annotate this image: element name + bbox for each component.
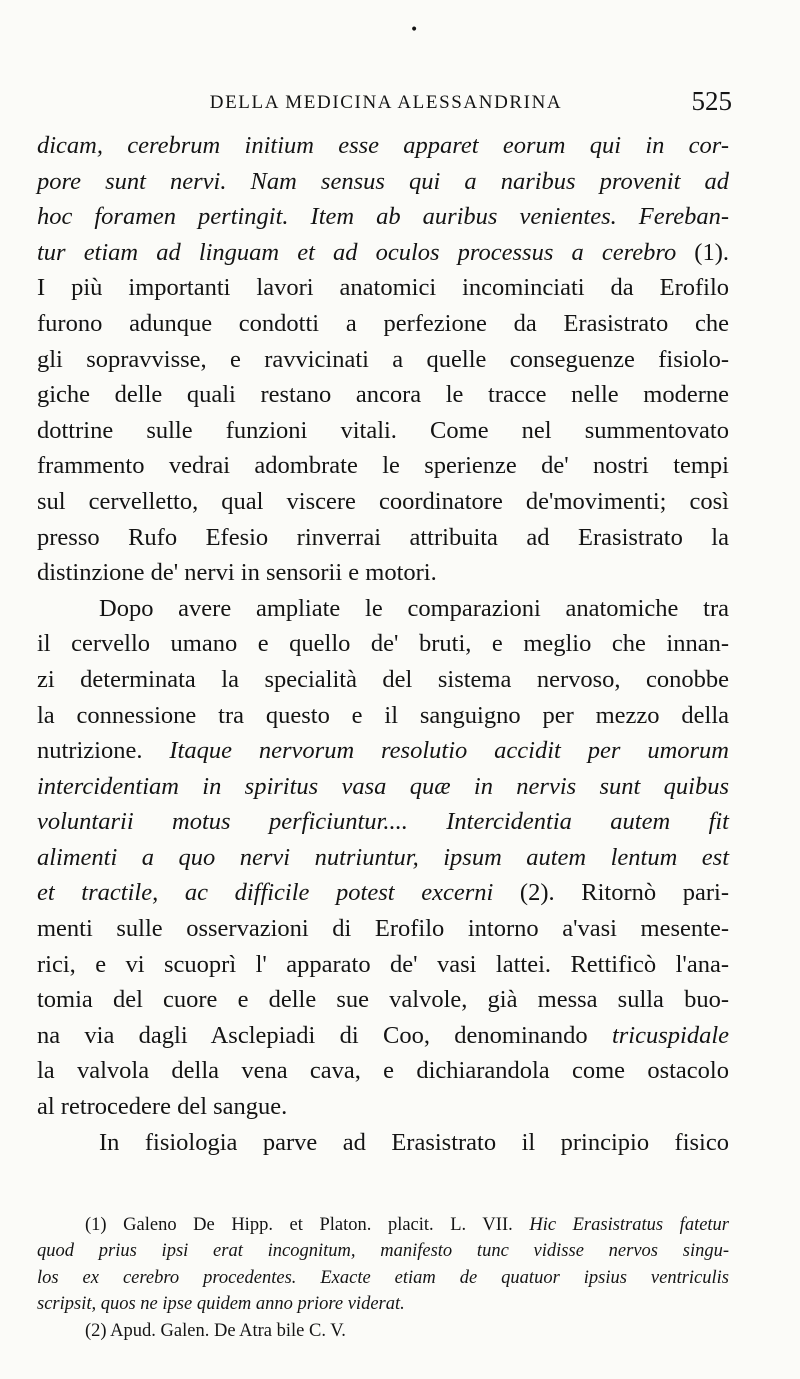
running-head-title: DELLA MEDICINA ALESSANDRINA xyxy=(209,92,563,113)
body-line xyxy=(37,840,729,876)
text-run: presso Rufo Efesio rinverrai attribuita ad Erasistrato la xyxy=(37,523,729,551)
body-line xyxy=(37,947,729,983)
italic-text: quod prius ipsi erat incognitum, manifesto tunc vidisse nervos singu- xyxy=(37,1241,729,1262)
body-line xyxy=(37,1018,729,1054)
text-run: giche delle quali restano ancora le tracce nelle moderne xyxy=(37,381,729,409)
italic-text: Hic Erasistratus fatetur xyxy=(529,1215,730,1235)
body-line xyxy=(37,591,729,627)
footnote-line xyxy=(37,1238,729,1264)
footnote-line xyxy=(37,1318,729,1344)
italic-text: pore sunt nervi. Nam sensus qui a naribus provenit ad xyxy=(37,167,729,195)
body-line xyxy=(37,875,729,911)
italic-text: alimenti a quo nervi nutriuntur, ipsum autem lentum est xyxy=(37,843,729,871)
body-line xyxy=(37,769,729,805)
footnote-line xyxy=(37,1291,729,1317)
body-line xyxy=(37,1089,729,1125)
body-line xyxy=(37,342,729,378)
body-line xyxy=(37,555,729,591)
body-line xyxy=(37,377,729,413)
body-line xyxy=(37,306,729,342)
body-line xyxy=(37,270,729,306)
italic-text: scripsit, quos ne ipse quidem anno priore viderat. xyxy=(37,1294,405,1315)
body-line xyxy=(37,164,729,200)
italic-text: dicam, cerebrum initium esse apparet eorum qui in cor- xyxy=(37,132,729,159)
text-run: dottrine sulle funzioni vitali. Come nel summentovato xyxy=(37,416,729,444)
text-run: gli sopravvisse, e ravvicinati a quelle conseguenze fisiolo- xyxy=(37,345,729,373)
italic-text: tur etiam ad linguam et ad oculos processus a cerebro xyxy=(37,238,677,266)
text-run: frammento vedrai adombrate le sperienze de' nostri tempi xyxy=(37,452,729,480)
footnote-line xyxy=(37,1212,729,1238)
body-line xyxy=(37,413,729,449)
body-line xyxy=(37,662,729,698)
text-run: nutrizione. xyxy=(37,737,170,765)
body-line xyxy=(37,698,729,734)
italic-text: los ex cerebro procedentes. Exacte etiam de quatuor ipsius ventriculis xyxy=(37,1267,729,1288)
text-run: Dopo avere ampliate le comparazioni anatomiche tra xyxy=(99,594,729,622)
text-run: (1). xyxy=(676,238,729,266)
body-line xyxy=(37,235,729,271)
page-number: 525 xyxy=(691,86,732,116)
text-run: tomia del cuore e delle sue valvole, già messa sulla buo- xyxy=(37,986,729,1014)
body-line xyxy=(37,448,729,484)
text-run: zi determinata la specialità del sistema nervoso, conobbe xyxy=(37,665,729,693)
text-run: la connessione tra questo e il sanguigno per mezzo della xyxy=(37,701,729,729)
text-run: sul cervelletto, qual viscere coordinatore de'movimenti; così xyxy=(37,487,729,515)
text-run: (2). Ritornò pari- xyxy=(493,879,729,907)
body-line xyxy=(37,484,729,520)
body-line xyxy=(37,520,729,556)
running-head xyxy=(40,88,732,118)
text-run: la valvola della vena cava, e dichiarandola come ostacolo xyxy=(37,1057,729,1085)
body-line xyxy=(37,982,729,1018)
body-line xyxy=(37,1053,729,1089)
body-line xyxy=(37,128,729,164)
body-line xyxy=(37,911,729,947)
text-run: al retrocedere del sangue. xyxy=(37,1093,288,1121)
italic-text: intercidentiam in spiritus vasa quæ in nervis sunt quibus xyxy=(37,772,729,800)
body-line xyxy=(37,626,729,662)
italic-text: tricuspidale xyxy=(611,1021,729,1049)
text-run: menti sulle osservazioni di Erofilo intorno a'vasi mesente- xyxy=(37,915,729,943)
italic-text: et tractile, ac difficile potest excerni xyxy=(37,879,494,907)
body-line xyxy=(37,199,729,235)
footnote-line xyxy=(37,1265,729,1291)
text-run: na via dagli Asclepiadi di Coo, denominando xyxy=(37,1021,612,1049)
text-run: distinzione de' nervi in sensorii e motori. xyxy=(37,559,437,587)
body-line xyxy=(37,804,729,840)
footnotes xyxy=(37,1212,729,1344)
italic-text: hoc foramen pertingit. Item ab auribus venientes. Fereban- xyxy=(37,203,729,231)
text-run: furono adunque condotti a perfezione da Erasistrato che xyxy=(37,309,729,337)
text-run: (1) Galeno De Hipp. et Platon. placit. L. VII. xyxy=(85,1215,530,1235)
print-speck: • xyxy=(410,22,419,38)
body-line xyxy=(37,733,729,769)
text-run: (2) Apud. Galen. De Atra bile C. V. xyxy=(85,1320,346,1341)
text-run: rici, e vi scuoprì l' apparato de' vasi lattei. Rettificò l'ana- xyxy=(37,950,729,978)
italic-text: Itaque nervorum resolutio accidit per umorum xyxy=(169,737,729,765)
text-run: il cervello umano e quello de' bruti, e meglio che innan- xyxy=(37,630,729,658)
text-run: I più importanti lavori anatomici incominciati da Erofilo xyxy=(37,274,729,302)
body-text xyxy=(37,128,729,1160)
text-run: In fisiologia parve ad Erasistrato il principio fisico xyxy=(99,1128,729,1156)
italic-text: voluntarii motus perficiuntur.... Intercidentia autem fit xyxy=(37,808,729,836)
body-line xyxy=(37,1125,729,1161)
